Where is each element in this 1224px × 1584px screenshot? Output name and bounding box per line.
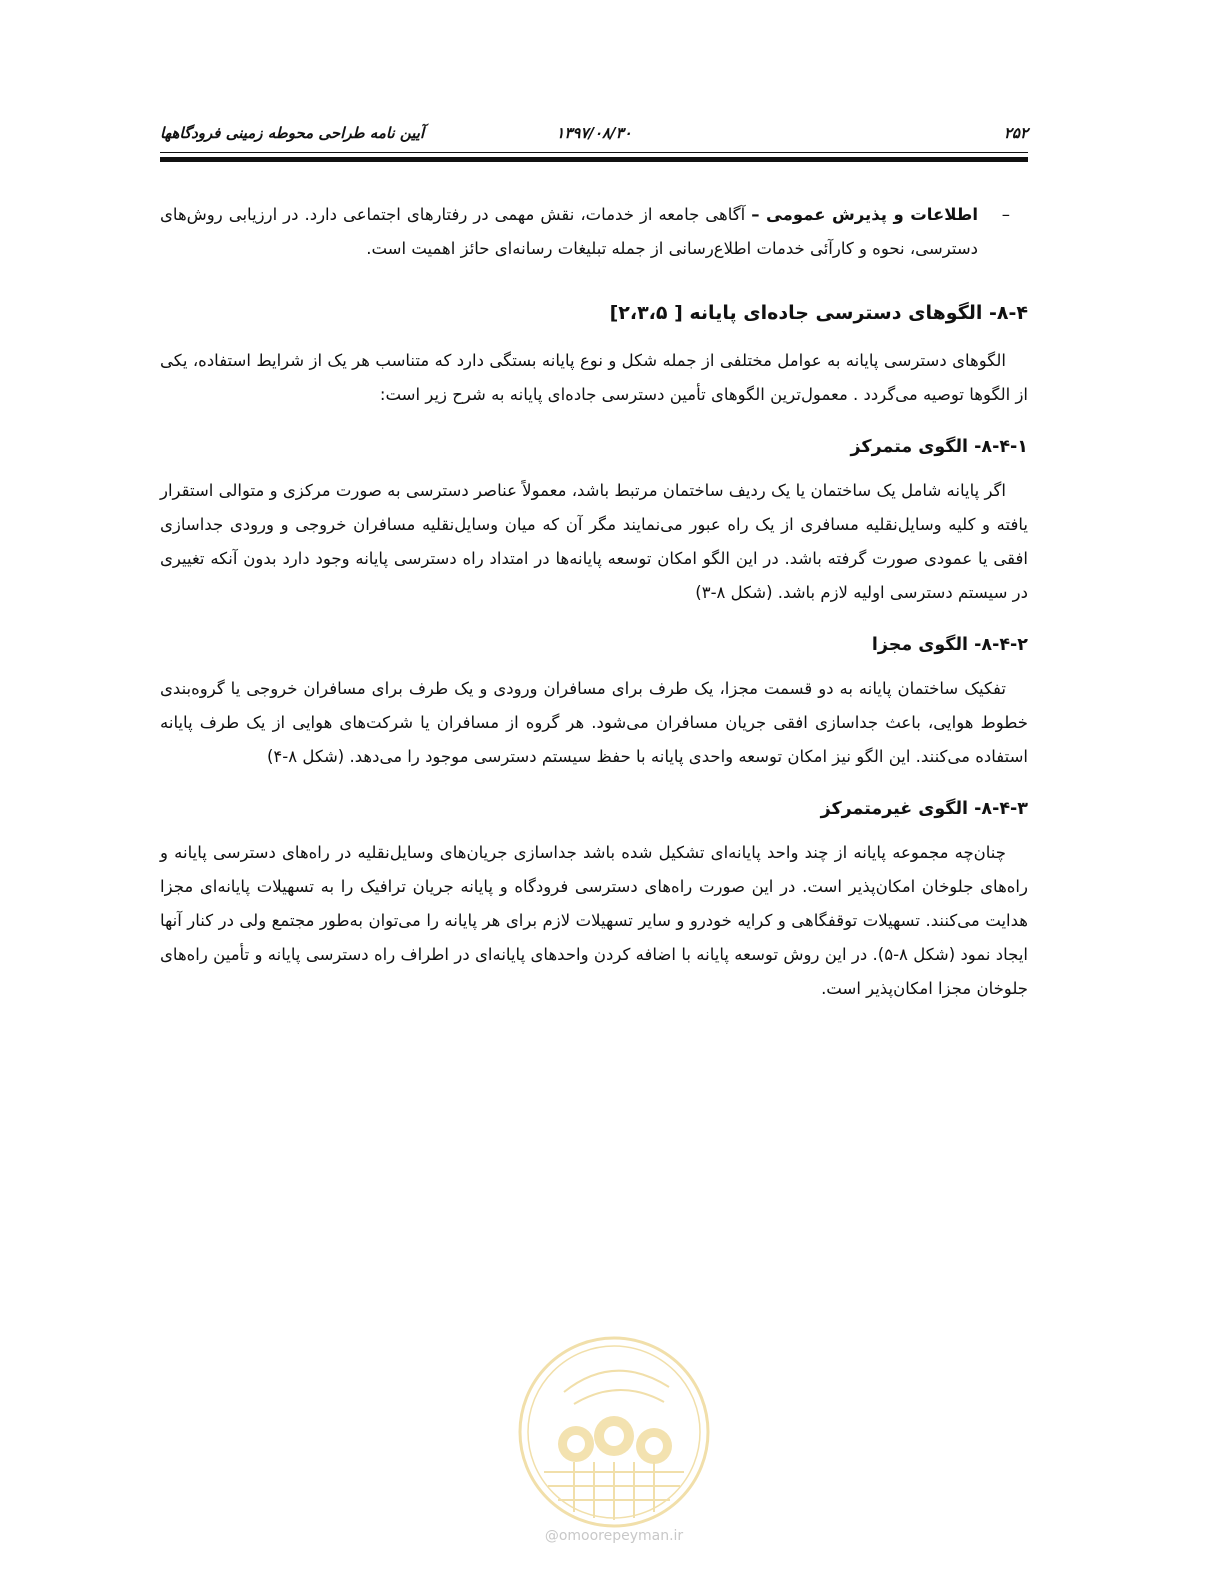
subsection-heading-centralized: ۸-۴-۱- الگوی متمرکز bbox=[850, 437, 1028, 457]
header-rule-thick bbox=[160, 157, 1028, 162]
watermark-url: @omoorepeyman.ir bbox=[544, 1528, 684, 1544]
subsection-text-decentralized: چنان‌چه مجموعه پایانه از چند واحد پایانه‌ای تشکیل شده باشد جداسازی جریان‌های وسایل‌نقلیه در راه‌های دسترسی پایانه و راه‌های جلوخان امکان‌پذیر است. در این صورت راه‌های دسترسی فرودگاه و پایانه جریان ترافیک را به تسهیلات پایانه‌ای مجزا هدایت می‌کنند. تسهیلات توقفگاهی و کرایه خودرو و سایر تسهیلات لازم برای هر پایانه را می‌توان به‌طور مجتمع ولی در کنار آنها ایجاد نمود (شکل ۸-۵). در این روش توسعه پایانه با اضافه کردن واحدهای پایانه‌ای در اطراف راه دسترسی پایانه و تأمین راه‌های جلوخان مجزا امکان‌پذیر است. bbox=[160, 843, 1028, 998]
bullet-dash: – bbox=[1001, 205, 1010, 224]
bullet-text: آگاهی جامعه از خدمات، نقش مهمی در رفتارهای اجتماعی دارد. در ارزیابی روش‌های دسترسی، نحوه و کارآئی خدمات اطلاع‌رسانی از جمله تبلیغات رسانه‌ای حائز اهمیت است. bbox=[160, 205, 978, 258]
page-number: ۲۵۲ bbox=[1003, 124, 1028, 142]
page-header bbox=[160, 118, 1028, 148]
subsection-text-separate: تفکیک ساختمان پایانه به دو قسمت مجزا، یک طرف برای مسافران ورودی و یک طرف برای مسافران خروجی یا گروه‌بندی خطوط هوایی، باعث جداسازی افقی جریان مسافران می‌شود. هر گروه از مسافران یا شرکت‌های هوایی از یک طرف پایانه استفاده می‌کنند. این الگو نیز امکان توسعه واحدی پایانه با حفظ سیستم دسترسی موجود را می‌دهد. (شکل ۸-۴) bbox=[160, 679, 1028, 766]
page-content bbox=[160, 198, 1028, 1024]
section-intro: الگوهای دسترسی پایانه به عوامل مختلفی از جمله شکل و نوع پایانه بستگی دارد که متناسب هر یک از شرایط استفاده، یکی از الگوها توصیه می‌گردد . معمول‌ترین الگوهای تأمین دسترسی جاده‌ای پایانه به شرح زیر است: bbox=[160, 351, 1028, 404]
header-rule-thin bbox=[160, 152, 1028, 153]
subsection-heading-separate: ۸-۴-۲- الگوی مجزا bbox=[871, 635, 1028, 655]
bullet-term: اطلاعات و پذیرش عمومی – bbox=[751, 205, 978, 224]
watermark-logo-icon bbox=[514, 1332, 714, 1532]
bullet-item bbox=[160, 198, 1028, 266]
section-heading: ۸-۴- الگوهای دسترسی جاده‌ای پایانه [ ۲،۳،۵] bbox=[609, 302, 1028, 324]
document-title: آیین نامه طراحی محوطه زمینی فرودگاهها bbox=[160, 124, 425, 142]
header-date: ۱۳۹۷/۰۸/۳۰ bbox=[556, 124, 632, 142]
subsection-text-centralized: اگر پایانه شامل یک ساختمان یا یک ردیف ساختمان مرتبط باشد، معمولاً عناصر دسترسی به صورت مرکزی و متوالی استقرار یافته و کلیه وسایل‌نقلیه مسافری از یک راه عبور می‌نمایند مگر آن که میان وسایل‌نقلیه مسافران خروجی و ورودی جداسازی افقی یا عمودی صورت گرفته باشد. در این الگو امکان توسعه پایانه‌ها در امتداد راه دسترسی پایانه وجود دارد بدون آنکه تغییری در سیستم دسترسی اولیه لازم باشد. (شکل ۸-۳) bbox=[160, 481, 1028, 602]
subsection-heading-decentralized: ۸-۴-۳- الگوی غیرمتمرکز bbox=[820, 799, 1028, 819]
